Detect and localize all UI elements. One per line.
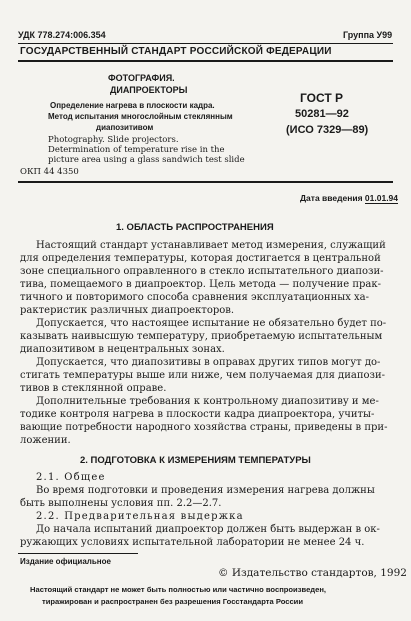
date-intro-value: 01.01.94 xyxy=(364,193,399,203)
section1-line: тивов в стеклянной оправе. xyxy=(20,383,167,394)
section1-heading: 1. ОБЛАСТЬ РАСПРОСТРАНЕНИЯ xyxy=(116,222,274,233)
section1-line: тива, помещаемого в диапроектор. Цель метода — получение прак- xyxy=(20,279,381,290)
section1-line: казывать наивысшую температуру, приобретаемую испытательным xyxy=(20,331,383,342)
gost-label: ГОСТ Р xyxy=(300,91,344,105)
gost-number: 50281—92 xyxy=(295,108,349,120)
section1-line: Допускается, что настоящее испытание не обязательно будет по- xyxy=(36,318,387,329)
section2-2-line: До начала испытаний диапроектор должен быть выдержан в ок- xyxy=(36,524,380,535)
subtitle-line1: Определение нагрева в плоскости кадра. xyxy=(50,101,215,110)
okp-code: ОКП 44 4350 xyxy=(20,167,79,177)
english-title-line3: picture area using a glass sandwich test slide xyxy=(48,155,245,165)
udk-code: УДК 778.274:006.354 xyxy=(18,30,106,40)
section1-line: Настоящий стандарт устанавливает метод измерения, служащий xyxy=(36,240,386,251)
section1-line: тодике контроля нагрева в плоскости кадра диапроектора, учиты- xyxy=(20,409,375,420)
section2-heading: 2. ПОДГОТОВКА К ИЗМЕРЕНИЯМ ТЕМПЕРАТУРЫ xyxy=(80,455,311,466)
section1-line: рактеристик различных диапроекторов. xyxy=(20,305,235,316)
section1-line: стигать температуры выше или ниже, чем получаемая для диапози- xyxy=(20,370,386,381)
section2-1-line: быть выполнены условия пп. 2.2—2.7. xyxy=(20,498,222,509)
reproduction-notice-line2: тиражирован и распространен без разрешения Госстандарта России xyxy=(42,597,304,606)
state-standard-title: ГОСУДАРСТВЕННЫЙ СТАНДАРТ РОССИЙСКОЙ ФЕДЕРАЦИИ xyxy=(20,46,332,57)
section1-line: тичного и повторимого способа сравнения эксплуатационных ха- xyxy=(20,292,370,303)
reproduction-notice-line1: Настоящий стандарт не может быть полностью или частично воспроизведен, xyxy=(30,585,327,594)
section1-line: вающие потребности народного хозяйства страны, приведены в при- xyxy=(20,422,388,433)
header-bottom-rule xyxy=(18,60,393,62)
english-title-line1: Photography. Slide projectors. xyxy=(48,135,179,145)
subtitle-line3: диапозитивом xyxy=(96,123,154,132)
subsection-2-1-heading: 2.1. Общее xyxy=(36,472,106,483)
section1-line: Допускается, что диапозитивы в оправах других типов могут до- xyxy=(36,357,381,368)
section1-line: для определения температуры, которая достигается в центральной xyxy=(20,253,381,264)
title-line1: ФОТОГРАФИЯ. xyxy=(108,73,175,83)
section2-2-line: ружающих условиях испытательной лаборатории не менее 24 ч. xyxy=(20,537,365,548)
subtitle-line2: Метод испытания многослойным стеклянным xyxy=(48,112,233,121)
date-intro-label: Дата введения xyxy=(300,193,363,203)
date-intro xyxy=(300,193,398,203)
section1-line: Дополнительные требования к контрольному диапозитиву и ме- xyxy=(36,396,379,407)
iso-number: (ИСО 7329—89) xyxy=(286,124,369,136)
subsection-2-2-heading: 2.2. Предварительная выдержка xyxy=(36,511,244,522)
title-line2: ДИАПРОЕКТОРЫ xyxy=(110,85,188,95)
edition-label: Издание официальное xyxy=(20,557,111,566)
section2-1-line: Во время подготовки и проведения измерения нагрева должны xyxy=(36,485,375,496)
section1-line: ложении. xyxy=(20,435,71,446)
section1-line: диапозитивом в нецентральных зонах. xyxy=(20,344,225,355)
title-block-rule xyxy=(18,181,393,183)
copyright-line: © Издательство стандартов, 1992 xyxy=(218,567,407,579)
english-title-line2: Determination of temperature rise in the xyxy=(48,145,225,155)
footer-short-rule xyxy=(18,553,138,554)
header-top-rule xyxy=(18,43,393,44)
section1-line: зоне специального оправленного в стекло испытательного диапози- xyxy=(20,266,384,277)
group-code: Группа У99 xyxy=(343,30,393,40)
